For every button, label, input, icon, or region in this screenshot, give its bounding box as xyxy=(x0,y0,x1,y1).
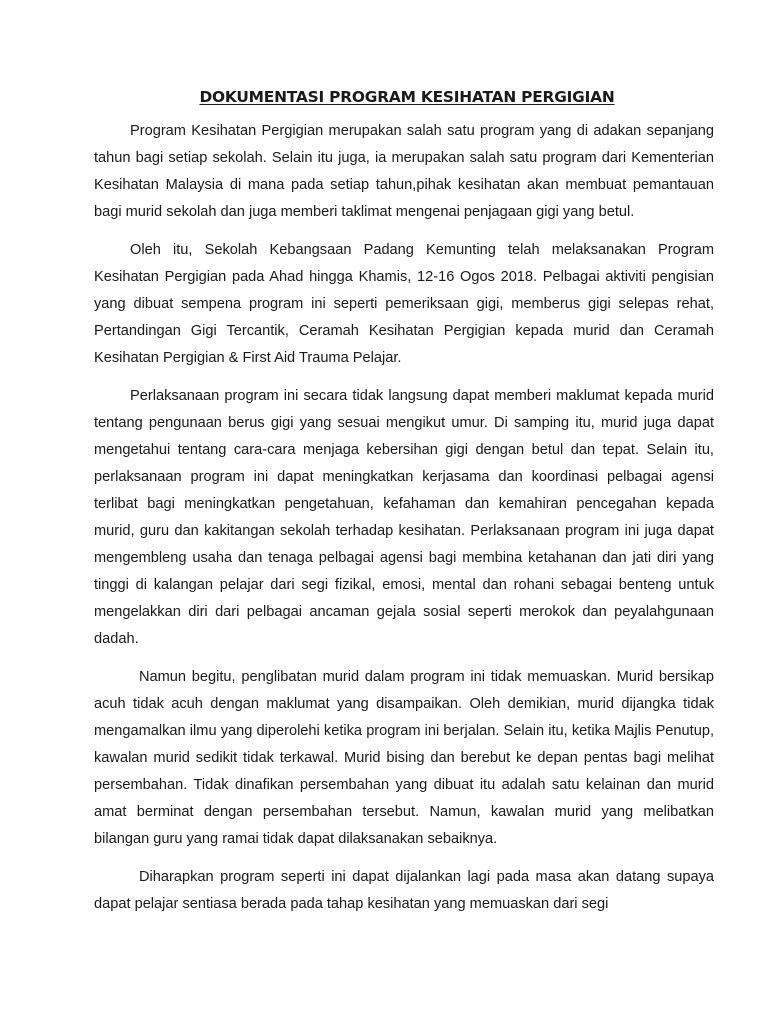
paragraph-text: Program Kesihatan Pergigian merupakan salah satu program yang di adakan sepanjang tahun bagi setiap sekolah. Selain itu juga, ia merupakan salah satu program dari Kementerian Kesihatan Malaysia di mana pada setiap tahun,pihak kesihatan akan membuat pemantauan bagi murid sekolah dan juga memberi taklimat mengenai penjagaan gigi yang betul. xyxy=(94,123,714,220)
document-title: DOKUMENTASI PROGRAM KESIHATAN PERGIGIAN xyxy=(199,88,615,106)
paragraph-text: Oleh itu, Sekolah Kebangsaan Padang Kemunting telah melaksanakan Program Kesihatan Pergigian pada Ahad hingga Khamis, 12-16 Ogos 2018. Pelbagai aktiviti pengisian yang dibuat sempena program ini seperti pemeriksaan gigi, memberus gigi selepas rehat, Pertandingan Gigi Tercantik, Ceramah Kesihatan Pergigian kepada murid dan Ceramah Kesihatan Pergigian & First Aid Trauma Pelajar. xyxy=(94,242,714,366)
paragraph-2 xyxy=(94,237,714,372)
paragraph-text: Perlaksanaan program ini secara tidak langsung dapat memberi maklumat kepada murid tentang pengunaan berus gigi yang sesuai mengikut umur. Di samping itu, murid juga dapat mengetahui tentang cara-cara menjaga kebersihan gigi dengan betul dan tepat. Selain itu, perlaksanaan program ini dapat meningkatkan kerjasama dan koordinasi pelbagai agensi terlibat bagi meningkatkan pengetahuan, kefahaman dan kemahiran pencegahan kepada murid, guru dan kakitangan sekolah terhadap kesihatan. Perlaksanaan program ini juga dapat mengembleng usaha dan tenaga pelbagai agensi bagi membina ketahanan dan jati diri yang tinggi di kalangan pelajar dari segi fizikal, emosi, mental dan rohani sebagai benteng untuk mengelakkan diri dari pelbagai ancaman gejala sosial seperti merokok dan peyalahgunaan dadah. xyxy=(94,388,714,647)
paragraph-3 xyxy=(94,383,714,653)
paragraph-text: Namun begitu, penglibatan murid dalam program ini tidak memuaskan. Murid bersikap acuh tidak acuh dengan maklumat yang disampaikan. Oleh demikian, murid dijangka tidak mengamalkan ilmu yang diperolehi ketika program ini berjalan. Selain itu, ketika Majlis Penutup, kawalan murid sedikit tidak terkawal. Murid bising dan berebut ke depan pentas bagi melihat persembahan. Tidak dinafikan persembahan yang dibuat itu adalah satu kelainan dan murid amat berminat dengan persembahan tersebut. Namun, kawalan murid yang melibatkan bilangan guru yang ramai tidak dapat dilaksanakan sebaiknya. xyxy=(94,669,714,847)
paragraph-5 xyxy=(94,864,714,918)
document-page xyxy=(94,86,714,929)
paragraph-text: Diharapkan program seperti ini dapat dijalankan lagi pada masa akan datang supaya dapat pelajar sentiasa berada pada tahap kesihatan yang memuaskan dari segi xyxy=(94,869,714,912)
paragraph-1 xyxy=(94,118,714,226)
paragraph-4 xyxy=(94,664,714,853)
